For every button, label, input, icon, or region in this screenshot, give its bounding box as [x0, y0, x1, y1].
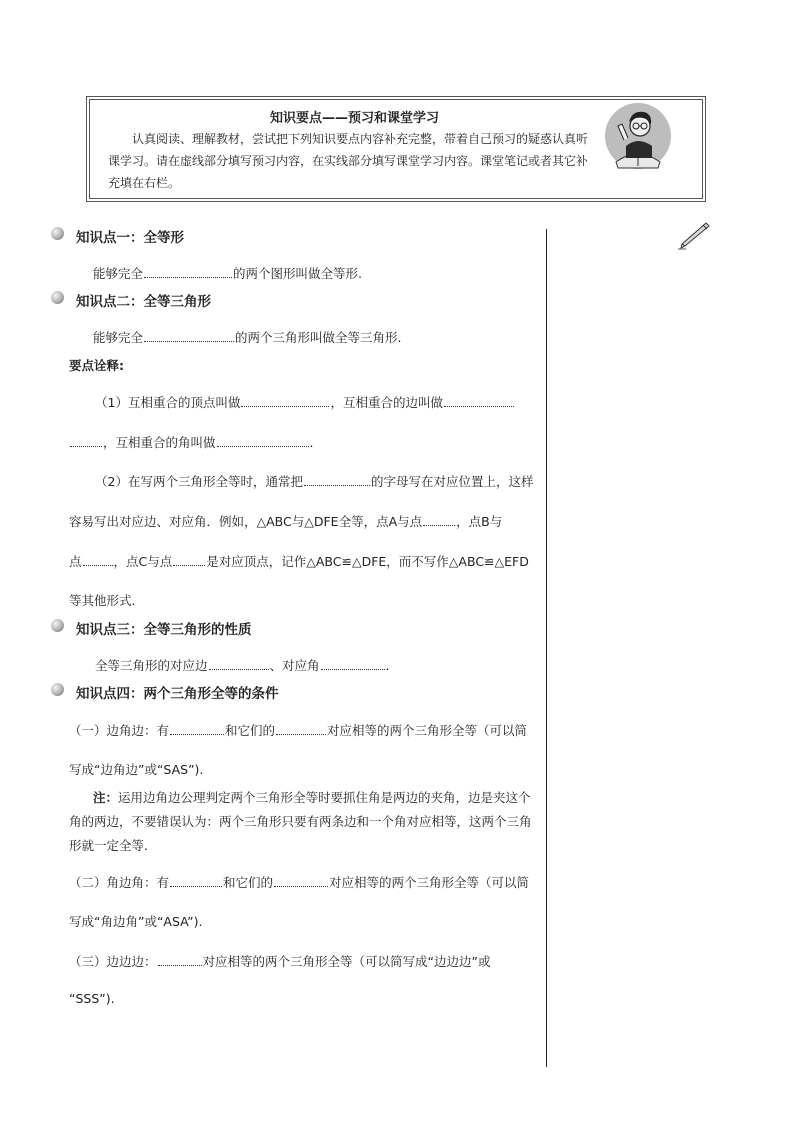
section-2-line-3: （2）在写两个三角形全等时，通常把 的字母写在对应位置上，这样 — [95, 474, 534, 489]
section-2-text: 能够完全 的两个三角形叫做全等三角形. — [93, 330, 402, 345]
fill-blank[interactable] — [209, 657, 269, 670]
section-2-line-5: 点 ，点C与点 是对应顶点，记作△ABC≌△DFE，而不写作△ABC≌△EFD — [69, 554, 529, 569]
fill-blank[interactable] — [170, 874, 222, 887]
fill-blank[interactable] — [304, 473, 370, 486]
fill-blank[interactable] — [158, 953, 202, 966]
section-1-heading: 知识点一：全等形 — [76, 230, 184, 246]
section-3-heading: 知识点三：全等三角形的性质 — [76, 622, 252, 638]
fill-blank[interactable] — [274, 874, 328, 887]
section-bullet-icon — [51, 683, 64, 696]
section-4-asa-line-2: 写成“角边角”或“ASA”). — [69, 914, 203, 929]
section-4-note-line-2: 角的两边，不要错误认为：两个三角形只要有两条边和一个角对应相等，这两个三角 — [69, 814, 532, 829]
intro-box-line-3: 充填在右栏。 — [108, 176, 181, 190]
pen-icon — [676, 220, 710, 250]
fill-blank[interactable] — [321, 657, 385, 670]
intro-box-title: 知识要点——预习和课堂学习 — [270, 111, 440, 126]
section-4-sas-line-2: 写成“边角边”或“SAS”). — [69, 762, 204, 777]
fill-blank[interactable] — [241, 394, 329, 407]
fill-blank[interactable] — [217, 434, 309, 447]
section-4-sss-line-2: “SSS”). — [69, 991, 115, 1006]
student-reading-icon — [602, 100, 674, 172]
section-2-line-1: （1）互相重合的顶点叫做 ，互相重合的边叫做 — [95, 393, 515, 411]
fill-blank[interactable] — [444, 394, 514, 407]
section-4-note-line-3: 形就一定全等. — [69, 838, 148, 853]
section-4-sss-line-1: （三）边边边： 对应相等的两个三角形全等（可以简写成“边边边”或 — [69, 954, 491, 969]
section-2-line-6: 等其他形式. — [69, 593, 136, 608]
fill-blank[interactable] — [173, 553, 205, 566]
section-3-text: 全等三角形的对应边 、对应角 . — [95, 658, 390, 673]
intro-box-line-2: 课学习。请在虚线部分填写预习内容，在实线部分填写课堂学习内容。课堂笔记或者其它补 — [108, 154, 589, 168]
section-bullet-icon — [51, 619, 64, 632]
section-2-heading: 知识点二：全等三角形 — [76, 294, 211, 310]
section-4-heading: 知识点四：两个三角形全等的条件 — [76, 686, 279, 702]
intro-box-line-1: 认真阅读、理解教材，尝试把下列知识要点内容补充完整，带着自己预习的疑惑认真听 — [132, 132, 589, 146]
section-2-line-2: ，互相重合的角叫做 . — [69, 433, 314, 451]
column-divider — [546, 229, 547, 1067]
section-bullet-icon — [51, 291, 64, 304]
section-4-sas-line-1: （一）边角边：有 和它们的 对应相等的两个三角形全等（可以简 — [69, 723, 528, 738]
fill-blank[interactable] — [83, 553, 113, 566]
section-4-asa-line-1: （二）角边角：有 和它们的 对应相等的两个三角形全等（可以简 — [69, 875, 530, 890]
section-bullet-icon — [51, 227, 64, 240]
section-4-note-line-1: 注：运用边角边公理判定两个三角形全等时要抓住角是两边的夹角，边是夹这个 — [93, 790, 531, 805]
fill-blank[interactable] — [170, 722, 224, 735]
fill-blank[interactable] — [144, 329, 234, 342]
section-1-text: 能够完全 的两个图形叫做全等形. — [93, 266, 362, 281]
fill-blank[interactable] — [276, 722, 326, 735]
fill-blank[interactable] — [144, 265, 232, 278]
section-2-line-4: 容易写出对应边、对应角．例如，△ABC与△DFE全等，点A与点 ，点B与 — [69, 514, 503, 529]
fill-blank[interactable] — [423, 513, 455, 526]
fill-blank[interactable] — [70, 434, 102, 447]
key-points-subheading: 要点诠释: — [69, 358, 124, 373]
